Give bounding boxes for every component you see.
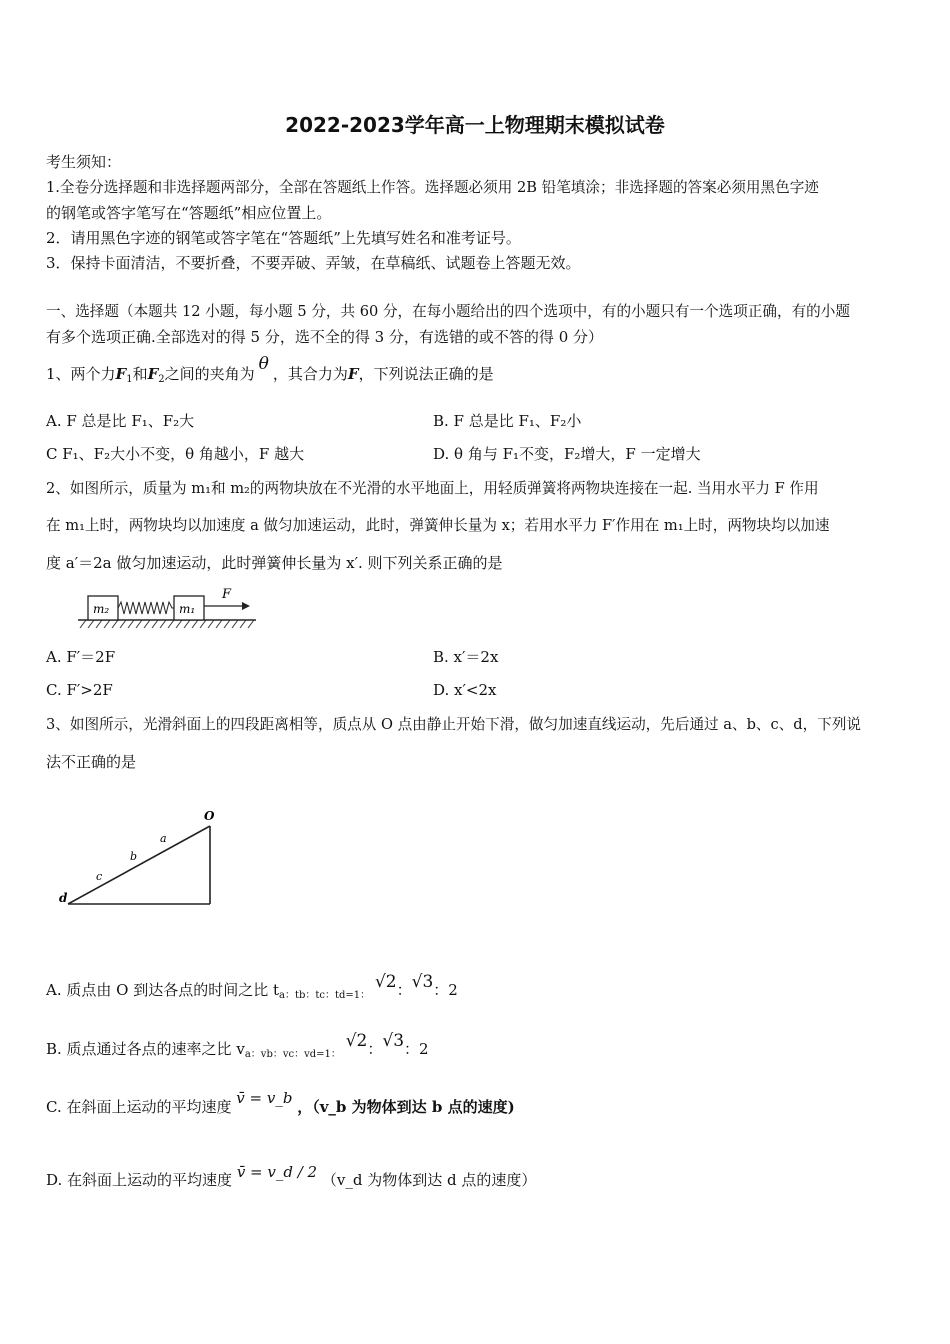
notice-heading: 考生须知： <box>46 153 122 171</box>
q1-stem <box>46 354 494 385</box>
q3-a-sqrt2: √2 <box>374 972 397 992</box>
q3-d-formula: v̄ = v_d / 2 <box>236 1163 318 1181</box>
q3-b-sqrt3: √3 <box>382 1031 405 1051</box>
q2-option-b: B. x′＝2x <box>433 648 499 666</box>
q2-figure <box>76 584 262 632</box>
q3-line-1: 3、如图所示，光滑斜面上的四段距离相等，质点从 O 点由静止开始下滑，做匀加速直线运动，先后通过 a、b、c、d，下列说 <box>46 716 862 733</box>
q3-option-a: A. 质点由 O 到达各点的时间之比 $t_{a:tb:tc:td=1:}$ √2：√3：2 <box>46 972 458 1001</box>
q1-option-d: D. θ 角与 F₁不变，F₂增大，F 一定增大 <box>433 445 701 463</box>
point-c-label: c <box>96 870 103 883</box>
incline-line <box>68 826 210 904</box>
q1-stem-c: ，其合力为 <box>272 365 348 383</box>
force-arrowhead <box>242 602 250 610</box>
q2-line-2: 在 m₁上时，两物块均以加速度 a 做匀加速运动，此时，弹簧伸长量为 x；若用水平力 F′作用在 m₁上时，两物块均以加速 <box>46 517 830 534</box>
q2-line-1: 2、如图所示，质量为 m₁和 m₂的两物块放在不光滑的水平地面上，用轻质弹簧将两物块连接在一起. 当用水平力 F 作用 <box>46 480 819 497</box>
notice-line-2: 2．请用黑色字迹的钢笔或答字笔在“答题纸”上先填写姓名和准考证号。 <box>46 229 521 247</box>
q3-c-note: ，（v_b 为物体到达 b 点的速度) <box>297 1098 515 1116</box>
spring <box>118 602 174 614</box>
q2-option-d: D. x′<2x <box>433 681 497 699</box>
force-label: F <box>222 587 232 602</box>
q3-a-d: d=1： <box>339 990 371 1001</box>
section-line-2: 有多个选项正确.全部选对的得 5 分，选不全的得 3 分，有选错的或不答的得 0 分） <box>46 328 604 346</box>
q3-d-note: （v_d 为物体到达 d 点的速度） <box>321 1171 537 1189</box>
q1-f1: F <box>115 365 127 383</box>
q1-option-a: A. F 总是比 F₁、F₂大 <box>46 412 195 430</box>
q1-stem-b: 之间的夹角为 <box>164 365 255 383</box>
q3-b-sqrt2: √2 <box>345 1031 368 1051</box>
q3-a-c: c：t <box>319 990 340 1001</box>
q3-c-formula: v̄ = v_b <box>236 1089 293 1107</box>
point-o-label: O <box>204 809 215 823</box>
q3-option-b: B. 质点通过各点的速率之比 $v_{a:vb:vc:vd=1:}$ √2：√3：2 <box>46 1031 429 1060</box>
point-d-label: d <box>59 891 68 905</box>
q3-b-text: B. 质点通过各点的速率之比 v <box>46 1040 245 1058</box>
q3-b-d: d=1： <box>309 1049 341 1060</box>
q2-line-3: 度 a′＝2a 做匀加速运动，此时弹簧伸长量为 x′. 则下列关系正确的是 <box>46 554 503 572</box>
q3-a-b: b：t <box>298 990 320 1001</box>
notice-line-1a: 1.全卷分选择题和非选择题两部分，全部在答题纸上作答。选择题必须用 2B 铅笔填涂；非选择题的答案必须用黑色字迹 <box>46 179 819 196</box>
q1-f1-sub: 1 <box>126 374 133 385</box>
q3-a-sqrt3: √3 <box>411 972 434 992</box>
q3-b-c: c：v <box>288 1049 310 1060</box>
q2-option-c: C. F′>2F <box>46 681 113 699</box>
q3-a-end: ：2 <box>433 981 458 999</box>
q3-b-end: ：2 <box>404 1040 429 1058</box>
ground-hatch <box>80 620 254 628</box>
q3-option-d <box>46 1163 537 1190</box>
q1-stem-a: 1、两个力 <box>46 365 116 383</box>
point-a-label: a <box>160 832 167 845</box>
q1-stem-d: ，下列说法正确的是 <box>358 365 494 383</box>
q1-and: 和 <box>132 365 148 383</box>
block-m1-label: m₁ <box>179 602 196 616</box>
q3-d-text: D. 在斜面上运动的平均速度 <box>46 1171 233 1189</box>
q1-theta: θ <box>258 354 269 374</box>
block-m2-label: m₂ <box>93 602 110 616</box>
q2-option-a: A. F′＝2F <box>46 648 116 666</box>
page-title: 2022-2023学年高一上物理期末模拟试卷 <box>285 113 665 137</box>
q3-a-text: A. 质点由 O 到达各点的时间之比 t <box>46 981 279 999</box>
q3-a-ratio: a：t <box>279 990 299 1001</box>
q3-figure <box>56 806 226 910</box>
q3-b-b: b：v <box>266 1049 289 1060</box>
q1-f2: F <box>147 365 159 383</box>
q1-f: F <box>347 365 359 383</box>
section-line-1: 一、选择题（本题共 12 小题，每小题 5 分，共 60 分，在每小题给出的四个选项中，有的小题只有一个选项正确，有的小题 <box>46 303 850 320</box>
point-b-label: b <box>130 850 138 863</box>
q1-f2-sub: 2 <box>158 374 165 385</box>
q3-line-2: 法不正确的是 <box>46 753 137 771</box>
q3-b-a: a：v <box>244 1049 267 1060</box>
q3-c-text: C. 在斜面上运动的平均速度 <box>46 1098 232 1116</box>
notice-line-3: 3．保持卡面清洁，不要折叠，不要弄破、弄皱，在草稿纸、试题卷上答题无效。 <box>46 254 581 272</box>
q1-option-c: C F₁、F₂大小不变，θ 角越小，F 越大 <box>46 445 305 463</box>
notice-line-1b: 的钢笔或答字笔写在“答题纸”相应位置上。 <box>46 204 332 222</box>
q1-option-b: B. F 总是比 F₁、F₂小 <box>433 412 582 430</box>
q3-option-c <box>46 1089 515 1117</box>
